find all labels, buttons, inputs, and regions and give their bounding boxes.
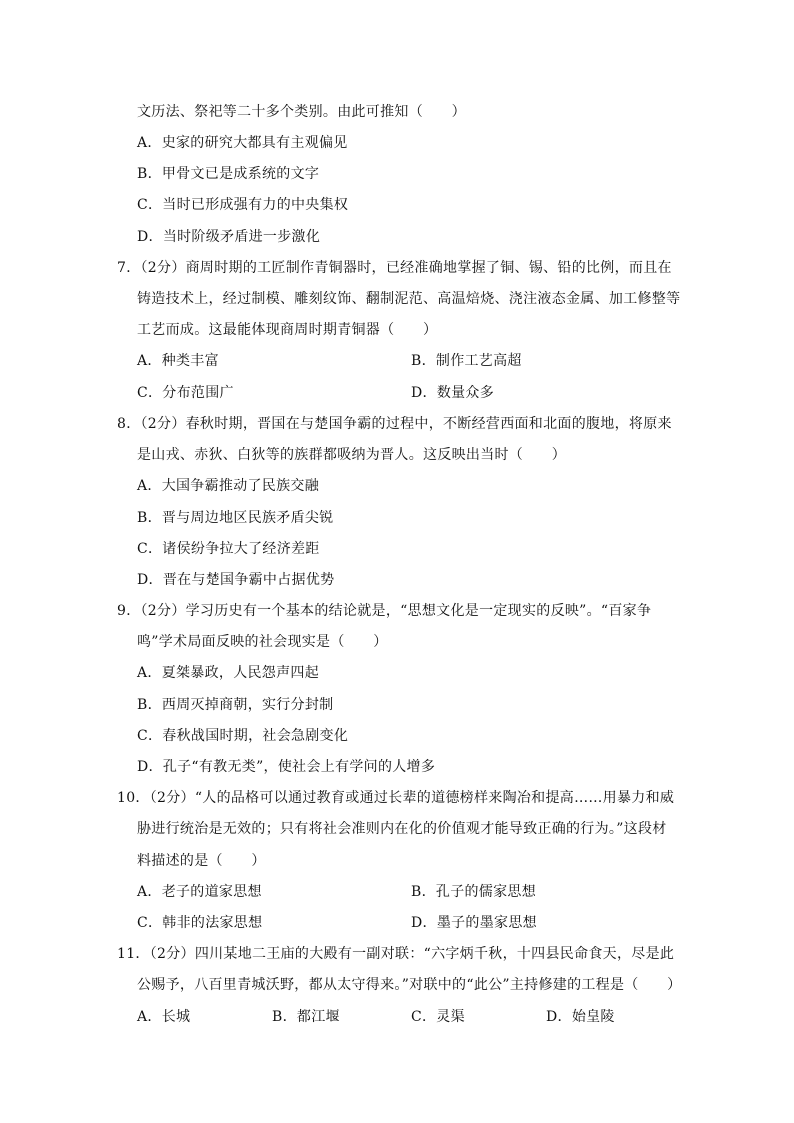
question-7-option-a: A．种类丰富 xyxy=(137,353,219,369)
question-9-option-b: B．西周灭掉商朝，实行分封制 xyxy=(137,697,334,713)
question-11-option-d: D．始皇陵 xyxy=(546,1009,615,1025)
question-7-option-d: D．数量众多 xyxy=(411,385,495,401)
question-10-stem-line-1: 10．（2分）“人的品格可以通过教育或通过长辈的道德榜样来陶冶和提高……用暴力和威 xyxy=(117,790,675,806)
question-9-option-c: C．春秋战国时期，社会急剧变化 xyxy=(137,728,349,744)
question-11-option-c: C．灵渠 xyxy=(411,1009,465,1025)
question-7-stem-line-3: 工艺而成。这最能体现商周时期青铜器（ ） xyxy=(137,322,438,338)
question-7-option-b: B．制作工艺高超 xyxy=(411,353,522,369)
question-11-option-b: B．都江堰 xyxy=(272,1009,340,1025)
question-9-stem-line-1: 9．（2分）学习历史有一个基本的结论就是，“思想文化是一定现实的反映”。“百家争 xyxy=(117,603,652,619)
question-7-stem-line-2: 铸造技术上，经过制模、雕刻纹饰、翻制泥范、高温焙烧、浇注液态金属、加工修整等 xyxy=(137,291,681,307)
question-11-option-a: A．长城 xyxy=(137,1009,191,1025)
question-6-option-d: D．当时阶级矛盾进一步激化 xyxy=(137,229,321,245)
question-6-option-b: B．甲骨文已是成系统的文字 xyxy=(137,166,320,182)
question-8-option-b: B．晋与周边地区民族矛盾尖锐 xyxy=(137,510,334,526)
question-9-stem-line-2: 鸣”学术局面反映的社会现实是（ ） xyxy=(137,634,388,650)
question-10-option-d: D．墨子的墨家思想 xyxy=(411,915,537,931)
question-8-stem-line-2: 是山戎、赤狄、白狄等的族群都吸纳为晋人。这反映出当时（ ） xyxy=(137,447,566,463)
question-10-option-a: A．老子的道家思想 xyxy=(137,884,262,900)
question-11-stem-line-2: 公赐予，八百里青城沃野，都从太守得来。”对联中的“此公”主持修建的工程是（ ） xyxy=(137,977,682,993)
question-10-stem-line-3: 料描述的是（ ） xyxy=(137,853,266,869)
question-7-stem-line-1: 7．（2分）商周时期的工匠制作青铜器时，已经准确地掌握了铜、锡、铅的比例，而且在 xyxy=(117,260,672,276)
question-10-option-c: C．韩非的法家思想 xyxy=(137,915,263,931)
question-9-option-d: D．孔子“有教无类”，使社会上有学问的人增多 xyxy=(137,759,436,775)
question-6-stem: 文历法、祭祀等二十多个类别。由此可推知（ ） xyxy=(137,104,466,120)
question-10-option-b: B．孔子的儒家思想 xyxy=(411,884,536,900)
question-6-option-a: A．史家的研究大都具有主观偏见 xyxy=(137,135,348,151)
question-8-option-c: C．诸侯纷争拉大了经济差距 xyxy=(137,541,320,557)
question-6-option-c: C．当时已形成强有力的中央集权 xyxy=(137,197,349,213)
question-8-option-a: A．大国争霸推动了民族交融 xyxy=(137,478,320,494)
question-11-stem-line-1: 11．（2分）四川某地二王庙的大殿有一副对联：“六字炳千秋，十四县民命食天，尽是此 xyxy=(117,946,675,962)
question-8-stem-line-1: 8．（2分）春秋时期，晋国在与楚国争霸的过程中，不断经营西面和北面的腹地，将原来 xyxy=(117,416,672,432)
question-10-stem-line-2: 胁进行统治是无效的；只有将社会准则内在化的价值观才能导致正确的行为。”这段材 xyxy=(137,821,667,837)
question-9-option-a: A．夏桀暴政，人民怨声四起 xyxy=(137,665,320,681)
question-8-option-d: D．晋在与楚国争霸中占据优势 xyxy=(137,572,335,588)
question-7-option-c: C．分布范围广 xyxy=(137,385,234,401)
